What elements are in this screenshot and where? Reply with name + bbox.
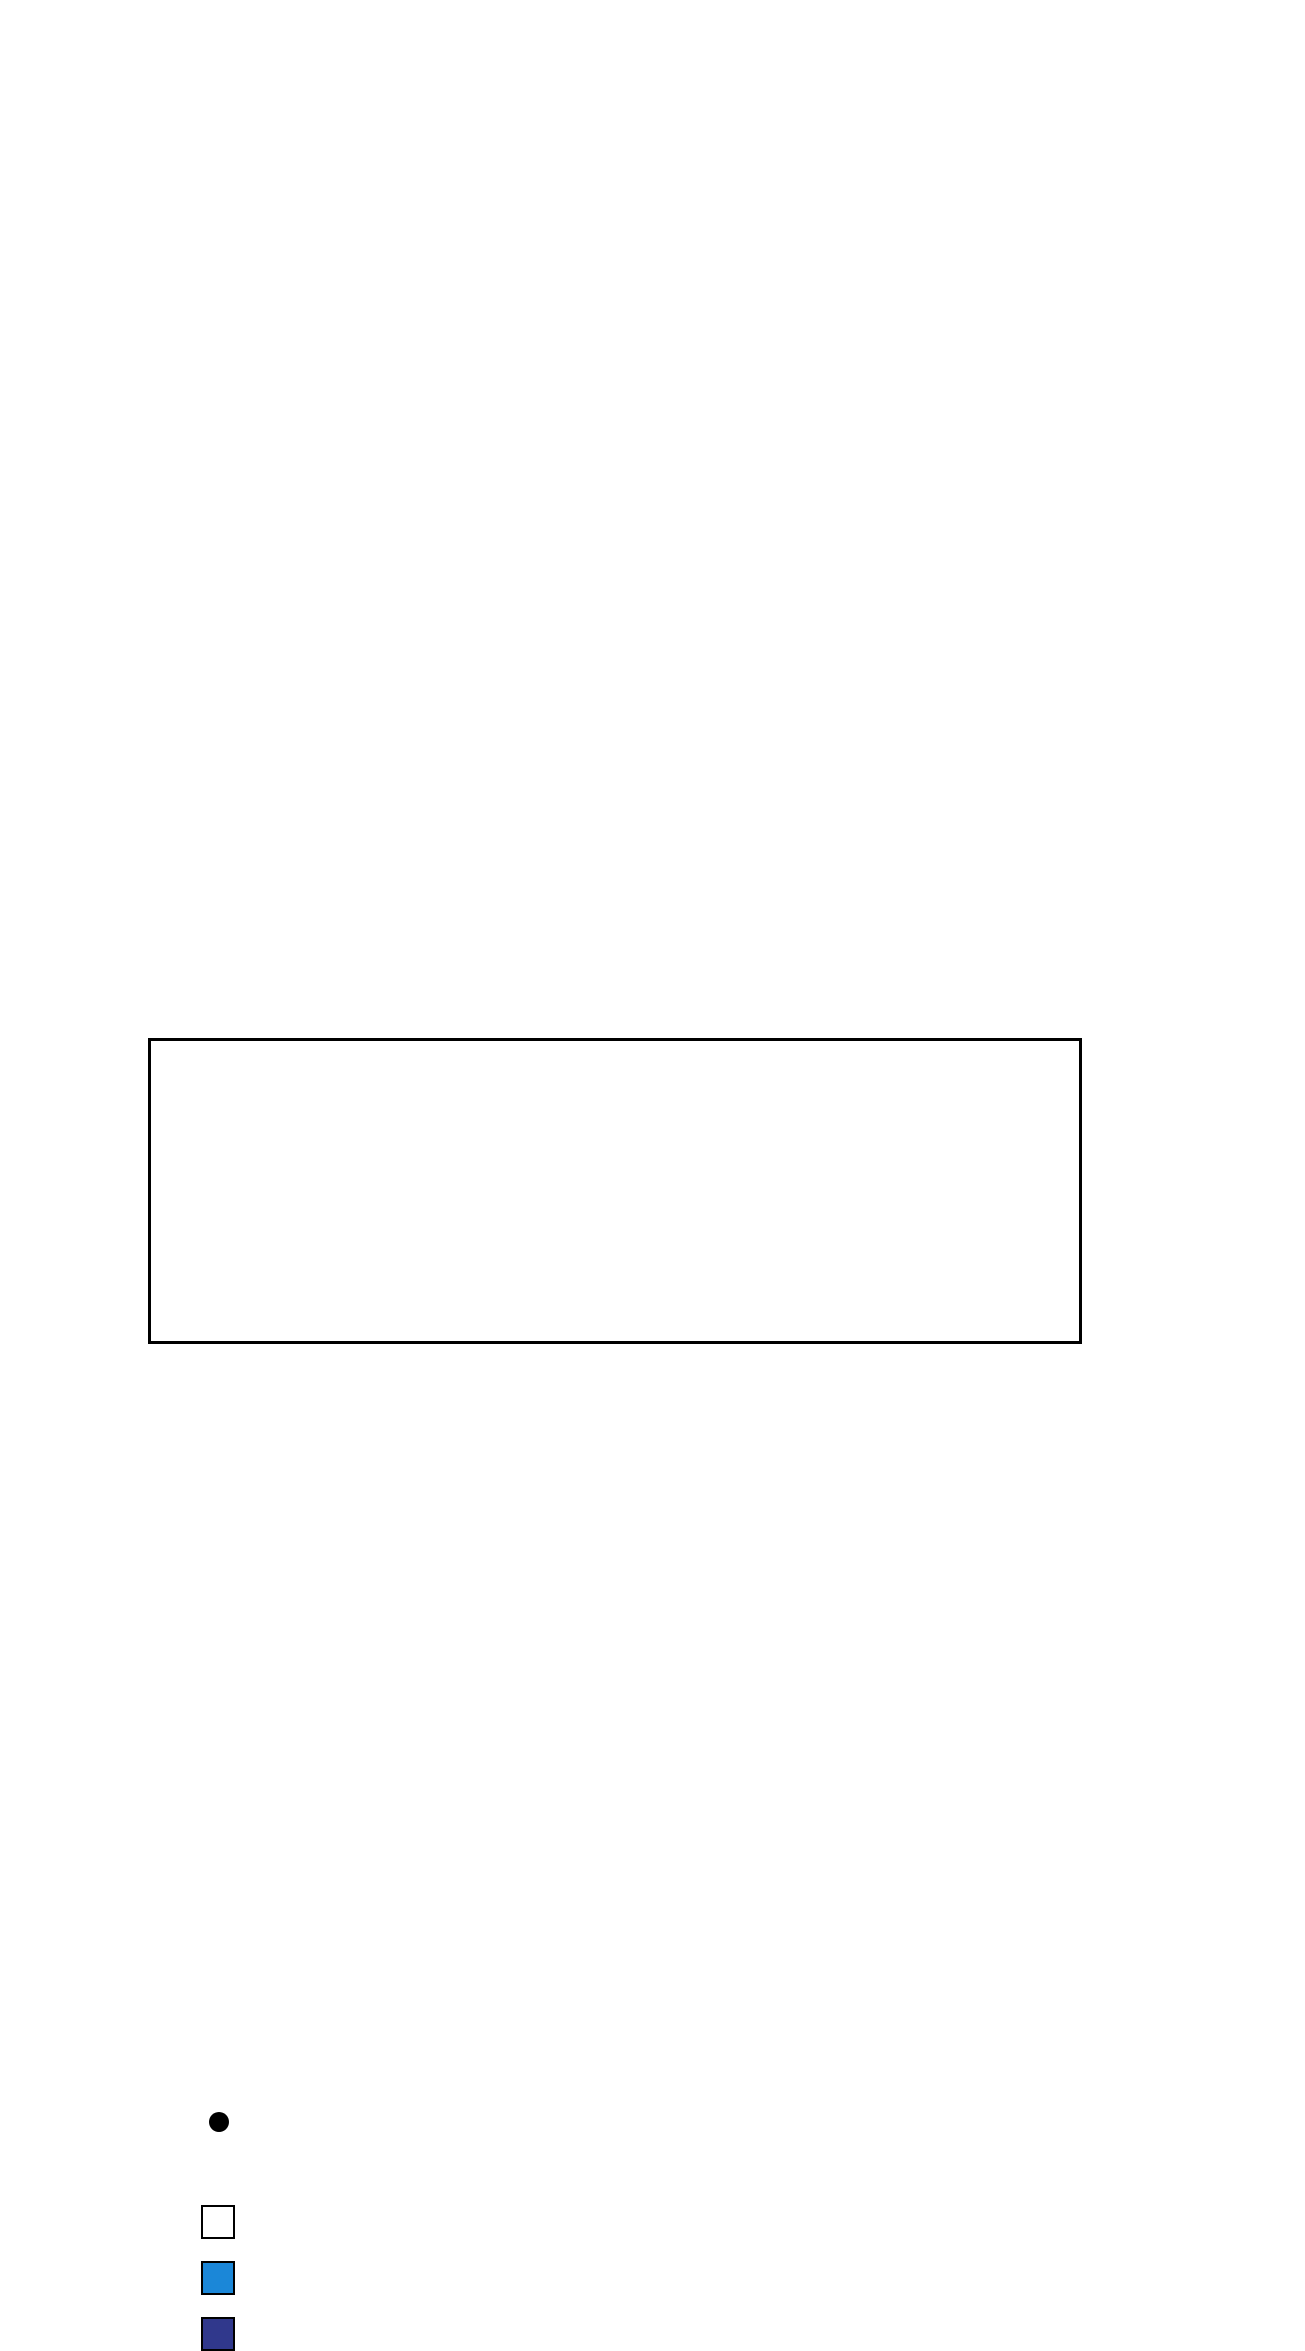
legend-swatch-good <box>201 2205 235 2239</box>
legend-swatch-fog <box>201 2261 235 2295</box>
legend-swatch-bad <box>201 2317 235 2351</box>
plot-area <box>0 0 1305 1030</box>
legend-camp-marker-icon <box>209 2112 229 2132</box>
legend <box>148 1038 1082 1344</box>
